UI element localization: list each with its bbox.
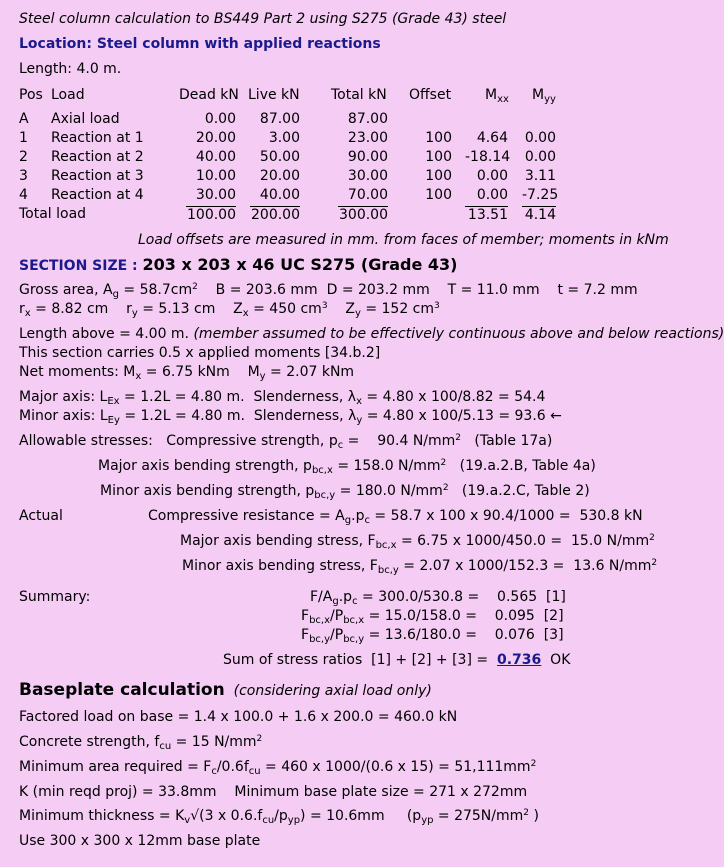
cell-live: 50.00 <box>259 149 300 165</box>
major-bending-strength-line: Major axis bending strength, $p_{bc,x} = 158.0$ $N/mm^2$ (19.a.2.B, Table 4a) <box>98 458 596 476</box>
cell-pos: 2 <box>19 149 28 165</box>
col-myy: $M_{yy}$ <box>532 87 556 105</box>
length-above-line: Length above = 4.00 m. (member assumed to be effectively continuous above and below reactions) <box>19 326 724 342</box>
cell-mxx: 0.00 <box>476 187 508 203</box>
cell-dead: 30.00 <box>195 187 236 203</box>
summary-label: Summary: <box>19 589 91 605</box>
cell-mxx: 0.00 <box>476 168 508 184</box>
summary-ratio-3: $F_{bc,y}/P_{bc,y} = 13.6/180.0$ = 0.076 [3] <box>301 627 564 645</box>
major-bending-stress-line: Major axis bending stress, $F_{bc,x} = 6.75$ x 1000/450.0 = 15.0 $N/mm^2$ <box>180 533 655 551</box>
summary-ratio-1: $F/A_g.p_c = 300.0/530.8$ = 0.565 [1] <box>310 589 566 607</box>
use-baseplate-line: Use 300 x 300 x 12mm base plate <box>19 833 261 849</box>
k-projection-line: K (min reqd proj) = 33.8mm Minimum base plate size = 271 x 272mm <box>19 784 528 800</box>
cell-total: 23.00 <box>347 130 388 146</box>
cell-offset: 100 <box>425 168 452 184</box>
total-mxx: 13.51 <box>465 206 508 224</box>
cell-myy: 3.11 <box>524 168 556 184</box>
major-axis-line: Major axis: $L_{Ex} = 1.2L = 4.80$ m. Slenderness, $\lambda_x = 4.80$ x 100/8.82 = 54.4 <box>19 389 546 407</box>
cell-total: 87.00 <box>347 111 388 127</box>
cell-live: 20.00 <box>259 168 300 184</box>
compressive-resistance-line: Compressive resistance = $A_g.p_c = 58.7$ x 100 x 90.4/1000 = 530.8 kN <box>148 508 643 526</box>
cell-pos: A <box>19 111 29 127</box>
offsets-note: Load offsets are measured in mm. from faces of member; moments in kNm <box>138 232 669 248</box>
minimum-area-line: Minimum area required = $F_c/0.6f_{cu} = 460$ x 1000/(0.6 x $15) = 51,111mm^2$ <box>19 759 537 777</box>
allowable-stress-line: Allowable stresses: Compressive strength, $p_c$ = 90.4 $N/mm^2$ (Table 17a) <box>19 433 553 451</box>
summary-ratio-2: $F_{bc,x}/P_{bc,x} = 15.0/158.0$ = 0.095 [2] <box>301 608 564 626</box>
cell-pos: 4 <box>19 187 28 203</box>
cell-offset: 100 <box>425 187 452 203</box>
section-props-line: $r_x = 8.82$ cm $r_y = 5.13$ cm $Z_x = 450$ $cm^3$ $Z_y = 152$ $cm^3$ <box>19 301 440 319</box>
minimum-thickness-line: Minimum thickness = $K_v√(3$ x $0.6.f_{cu}/p_{yp}) = 10.6mm$ ($p_{yp} = 275N/mm^2$ ) <box>19 808 539 826</box>
section-size-line: SECTION SIZE : 203 x 203 x 46 UC S275 (Grade 43) <box>19 255 458 274</box>
minor-bending-stress-line: Minor axis bending stress, $F_{bc,y} = 2.07$ x 1000/152.3 = 13.6 $N/mm^2$ <box>182 558 658 576</box>
cell-load: Reaction at 2 <box>51 149 144 165</box>
total-label: Total load <box>19 206 87 222</box>
cell-mxx: 4.64 <box>476 130 508 146</box>
minor-axis-line: Minor axis: $L_{Ey} = 1.2L = 4.80$ m. Slenderness, $\lambda_y = 4.80$ x 100/5.13 = 93.6 ← <box>19 408 562 426</box>
cell-total: 90.00 <box>347 149 388 165</box>
concrete-strength-line: Concrete strength, $f_{cu} = 15$ $N/mm^2$ <box>19 734 263 752</box>
length-line: Length: 4.0 m. <box>19 61 122 77</box>
col-pos: Pos <box>19 87 43 103</box>
col-live: Live kN <box>248 87 300 103</box>
cell-offset: 100 <box>425 130 452 146</box>
total-dead: 100.00 <box>187 207 236 223</box>
cell-pos: 1 <box>19 130 28 146</box>
gross-area-line: Gross area, $A_g = 58.7cm^2$ B = 203.6 mm D = 203.2 mm T = 11.0 mm t = 7.2 mm <box>19 282 638 300</box>
cell-load: Axial load <box>51 111 120 127</box>
cell-load: Reaction at 4 <box>51 187 144 203</box>
cell-myy: 0.00 <box>524 149 556 165</box>
cell-offset: 100 <box>425 149 452 165</box>
location-heading: Location: Steel column with applied reactions <box>19 36 381 52</box>
cell-pos: 3 <box>19 168 28 184</box>
cell-live: 40.00 <box>259 187 300 203</box>
cell-myy: -7.25 <box>522 187 559 203</box>
total-live: 200.00 <box>251 207 300 223</box>
col-load: Load <box>51 87 85 103</box>
cell-live: 87.00 <box>259 111 300 127</box>
total-myy: 4.14 <box>522 206 556 224</box>
sum-stress-ratios: Sum of stress ratios [1] + [2] + [3] = 0.736 OK <box>223 652 571 668</box>
sum-ratio-value: 0.736 <box>496 652 542 668</box>
cell-dead: 0.00 <box>204 111 236 127</box>
col-total: Total kN <box>331 87 387 103</box>
net-moments-line: Net moments: $M_x = 6.75$ kNm $M_y = 2.07$ kNm <box>19 364 355 382</box>
actual-label: Actual <box>19 508 63 524</box>
cell-load: Reaction at 3 <box>51 168 144 184</box>
col-offset: Offset <box>409 87 452 103</box>
minor-bending-strength-line: Minor axis bending strength, $p_{bc,y} = 180.0$ $N/mm^2$ (19.a.2.C, Table 2) <box>100 483 590 501</box>
factored-load-line: Factored load on base = 1.4 x 100.0 + 1.6 x 200.0 = 460.0 kN <box>19 709 458 725</box>
col-mxx: $M_{xx}$ <box>485 87 509 105</box>
cell-live: 3.00 <box>268 130 300 146</box>
total-total: 300.00 <box>339 207 388 223</box>
cell-dead: 10.00 <box>195 168 236 184</box>
cell-mxx: -18.14 <box>465 149 511 165</box>
cell-total: 30.00 <box>347 168 388 184</box>
cell-load: Reaction at 1 <box>51 130 144 146</box>
carries-line: This section carries 0.5 x applied moments [34.b.2] <box>19 345 381 361</box>
page-title: Steel column calculation to BS449 Part 2 using S275 (Grade 43) steel <box>19 11 507 27</box>
cell-dead: 40.00 <box>195 149 236 165</box>
cell-myy: 0.00 <box>524 130 556 146</box>
cell-dead: 20.00 <box>195 130 236 146</box>
baseplate-heading: Baseplate calculation (considering axial load only) <box>19 680 432 700</box>
cell-total: 70.00 <box>347 187 388 203</box>
col-dead: Dead kN <box>179 87 239 103</box>
